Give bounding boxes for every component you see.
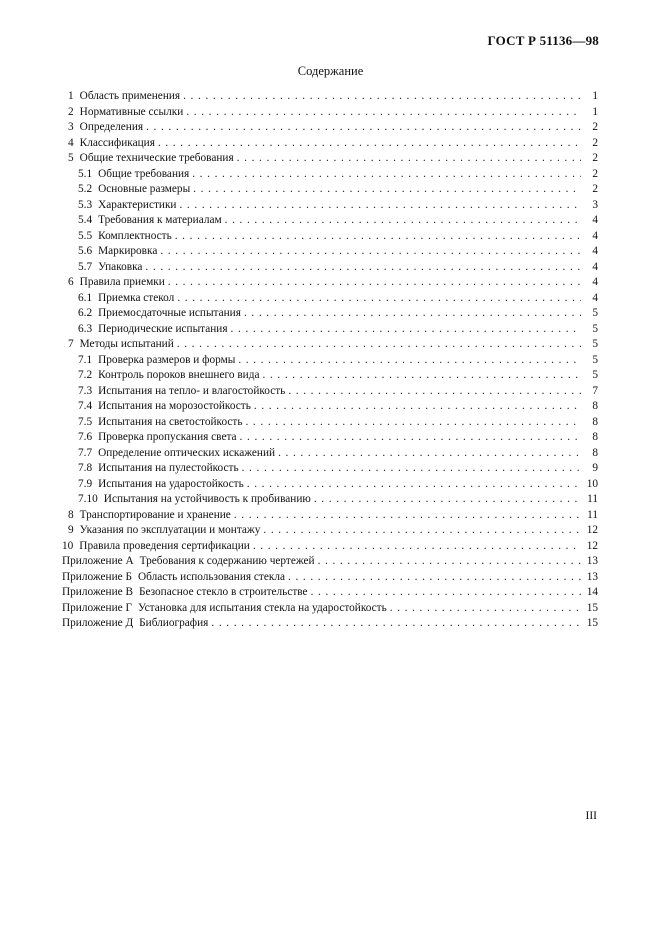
toc-entry-number: 7.4 xyxy=(78,400,93,412)
toc-entry-page: 5 xyxy=(592,338,598,350)
toc-entry-page: 4 xyxy=(592,214,598,226)
toc-entry-number: 7.10 xyxy=(78,493,98,505)
toc-entry[interactable] xyxy=(62,570,598,586)
toc-dot-leader xyxy=(192,167,581,183)
toc-entry[interactable] xyxy=(62,539,598,555)
toc-entry-page: 2 xyxy=(592,136,598,149)
toc-entry[interactable] xyxy=(62,306,598,322)
toc-dot-leader xyxy=(245,415,581,431)
table-of-contents xyxy=(62,89,598,632)
toc-entry-number: 6.2 xyxy=(78,307,93,319)
toc-entry[interactable] xyxy=(62,492,598,508)
toc-dot-leader xyxy=(146,120,581,136)
toc-entry-label: Основные размеры xyxy=(98,183,191,195)
toc-dot-leader xyxy=(179,198,581,214)
toc-entry-page: 8 xyxy=(592,415,598,428)
toc-entry-label: Испытания на устойчивость к пробиванию xyxy=(103,493,311,505)
toc-entry-number: 4 xyxy=(68,136,74,149)
toc-entry-label: Испытания на светостойкость xyxy=(98,415,243,428)
toc-entry-page: 1 xyxy=(592,105,598,118)
toc-entry-number: 5.1 xyxy=(78,167,93,180)
toc-entry[interactable] xyxy=(62,198,598,214)
toc-entry-page: 5 xyxy=(592,369,598,381)
page-number: III xyxy=(585,810,597,822)
toc-entry-label: Проверка размеров и формы xyxy=(98,353,236,366)
toc-entry[interactable] xyxy=(62,213,598,229)
toc-entry[interactable] xyxy=(62,260,598,276)
toc-entry-number: 1 xyxy=(68,90,74,102)
toc-entry-label: Контроль пороков внешнего вида xyxy=(98,369,260,381)
toc-entry-label: Испытания на морозостойкость xyxy=(98,400,251,412)
toc-entry[interactable] xyxy=(62,384,598,400)
toc-entry-label: Испытания на ударостойкость xyxy=(98,477,244,490)
toc-entry-label: Общие технические требования xyxy=(79,152,234,164)
toc-entry[interactable] xyxy=(62,616,598,632)
toc-entry[interactable] xyxy=(62,337,598,353)
toc-entry-label: Правила приемки xyxy=(79,276,165,288)
toc-entry[interactable] xyxy=(62,508,598,524)
toc-entry-label: Упаковка xyxy=(98,260,143,273)
toc-entry[interactable] xyxy=(62,89,598,105)
toc-entry-page: 4 xyxy=(592,260,598,273)
toc-entry[interactable] xyxy=(62,322,598,338)
toc-entry-page: 11 xyxy=(587,493,598,505)
toc-entry-number: 8 xyxy=(68,508,74,521)
toc-entry-label: Характеристики xyxy=(98,198,177,211)
toc-entry-page: 7 xyxy=(592,384,598,397)
toc-entry-label: Периодические испытания xyxy=(98,322,228,335)
toc-entry-number: Приложение Д xyxy=(62,617,134,629)
toc-entry-number: Приложение В xyxy=(62,586,133,598)
toc-entry-label: Приемка стекол xyxy=(98,291,175,304)
toc-dot-leader xyxy=(234,508,581,524)
toc-dot-leader xyxy=(231,322,581,338)
toc-entry-label: Определения xyxy=(79,121,144,133)
toc-entry[interactable] xyxy=(62,136,598,152)
toc-dot-leader xyxy=(254,399,581,415)
toc-entry-number: 7.2 xyxy=(78,369,93,381)
toc-entry-page: 4 xyxy=(592,229,598,242)
toc-entry-page: 5 xyxy=(592,322,598,335)
toc-dot-leader xyxy=(263,523,581,539)
toc-entry-page: 1 xyxy=(592,90,598,102)
toc-entry-label: Установка для испытания стекла на ударостойкость xyxy=(138,601,387,614)
toc-entry-number: 5.3 xyxy=(78,198,93,211)
toc-dot-leader xyxy=(240,430,581,446)
toc-entry-label: Правила проведения сертификации xyxy=(79,539,250,552)
toc-entry-number: 6 xyxy=(68,276,74,288)
toc-entry[interactable] xyxy=(62,291,598,307)
toc-dot-leader xyxy=(238,353,581,369)
toc-dot-leader xyxy=(311,585,581,601)
toc-entry[interactable] xyxy=(62,446,598,462)
toc-dot-leader xyxy=(247,477,581,493)
toc-entry-number: 7 xyxy=(68,338,74,350)
toc-entry-label: Нормативные ссылки xyxy=(79,105,184,118)
toc-entry-number: 9 xyxy=(68,524,74,536)
toc-entry-number: 10 xyxy=(62,539,74,552)
toc-entry-label: Проверка пропускания света xyxy=(98,431,237,443)
toc-dot-leader xyxy=(390,601,581,617)
toc-dot-leader xyxy=(186,105,581,121)
toc-entry[interactable] xyxy=(62,430,598,446)
toc-entry[interactable] xyxy=(62,523,598,539)
toc-title: Содержание xyxy=(297,64,364,78)
toc-entry-label: Требования к содержанию чертежей xyxy=(139,555,315,567)
toc-entry-number: Приложение Б xyxy=(62,570,132,583)
toc-entry-number: 7.9 xyxy=(78,477,93,490)
toc-entry[interactable] xyxy=(62,244,598,260)
toc-entry-number: 7.5 xyxy=(78,415,93,428)
toc-entry-label: Общие требования xyxy=(98,167,190,180)
toc-dot-leader xyxy=(145,260,581,276)
toc-entry-label: Область использования стекла xyxy=(137,570,286,583)
toc-entry-label: Указания по эксплуатации и монтажу xyxy=(79,524,261,536)
toc-entry[interactable] xyxy=(62,477,598,493)
toc-entry-page: 3 xyxy=(592,198,598,211)
toc-entry-number: 6.1 xyxy=(78,291,93,304)
toc-entry-number: 5.2 xyxy=(78,183,93,195)
toc-entry-number: 5 xyxy=(68,152,74,164)
toc-dot-leader xyxy=(225,213,581,229)
toc-entry-label: Классификация xyxy=(79,136,155,149)
toc-entry-number: 5.7 xyxy=(78,260,93,273)
toc-entry-number: 7.6 xyxy=(78,431,93,443)
toc-entry-number: 7.8 xyxy=(78,462,93,474)
toc-entry-number: 7.1 xyxy=(78,353,93,366)
toc-dot-leader xyxy=(237,151,581,167)
toc-dot-leader xyxy=(211,616,581,632)
toc-entry[interactable] xyxy=(62,601,598,617)
toc-entry-number: 2 xyxy=(68,105,74,118)
toc-entry-number: 5.6 xyxy=(78,245,93,257)
toc-entry-number: 5.4 xyxy=(78,214,93,226)
toc-entry-page: 13 xyxy=(586,570,598,583)
toc-dot-leader xyxy=(278,446,581,462)
toc-dot-leader xyxy=(244,306,581,322)
toc-dot-leader xyxy=(253,539,581,555)
toc-dot-leader xyxy=(242,461,581,477)
toc-entry-label: Транспортирование и хранение xyxy=(79,508,231,521)
toc-entry[interactable] xyxy=(62,275,598,291)
toc-entry-label: Маркировка xyxy=(98,245,158,257)
toc-entry-page: 5 xyxy=(592,307,598,319)
toc-entry-label: Комплектность xyxy=(98,229,172,242)
document-code: ГОСТ Р 51136—98 xyxy=(487,33,599,48)
toc-entry-label: Библиография xyxy=(139,617,209,629)
toc-dot-leader xyxy=(183,89,581,105)
toc-entry-page: 2 xyxy=(592,152,598,164)
toc-entry-page: 4 xyxy=(592,245,598,257)
toc-entry[interactable] xyxy=(62,399,598,415)
toc-dot-leader xyxy=(262,368,581,384)
toc-dot-leader xyxy=(193,182,581,198)
toc-dot-leader xyxy=(175,229,581,245)
toc-entry-page: 13 xyxy=(586,555,598,567)
toc-entry-label: Испытания на пулестойкость xyxy=(98,462,239,474)
toc-entry[interactable] xyxy=(62,554,598,570)
toc-entry-page: 5 xyxy=(592,353,598,366)
toc-entry-page: 4 xyxy=(592,276,598,288)
toc-entry-page: 8 xyxy=(592,431,598,443)
toc-dot-leader xyxy=(158,136,581,152)
toc-entry-label: Область применения xyxy=(79,90,181,102)
toc-entry[interactable] xyxy=(62,105,598,121)
toc-entry-page: 8 xyxy=(592,400,598,412)
toc-entry-number: Приложение А xyxy=(62,555,134,567)
toc-dot-leader xyxy=(318,554,581,570)
toc-entry-page: 2 xyxy=(592,183,598,195)
toc-entry-page: 15 xyxy=(586,617,598,629)
toc-entry-page: 2 xyxy=(592,167,598,180)
toc-entry[interactable] xyxy=(62,353,598,369)
toc-entry-page: 2 xyxy=(592,121,598,133)
toc-entry-label: Методы испытаний xyxy=(79,338,174,350)
toc-entry[interactable] xyxy=(62,182,598,198)
toc-entry-label: Испытания на тепло- и влагостойкость xyxy=(98,384,286,397)
toc-entry-page: 11 xyxy=(587,508,598,521)
toc-entry[interactable] xyxy=(62,229,598,245)
toc-entry[interactable] xyxy=(62,120,598,136)
toc-entry-number: 6.3 xyxy=(78,322,93,335)
toc-dot-leader xyxy=(314,492,581,508)
toc-entry-page: 10 xyxy=(586,477,598,490)
toc-dot-leader xyxy=(177,291,581,307)
toc-entry-page: 14 xyxy=(586,586,598,598)
toc-entry-page: 12 xyxy=(586,539,598,552)
toc-entry[interactable] xyxy=(62,461,598,477)
toc-entry-number: Приложение Г xyxy=(62,601,132,614)
toc-entry-page: 9 xyxy=(592,462,598,474)
toc-entry-label: Безопасное стекло в строительстве xyxy=(139,586,308,598)
toc-dot-leader xyxy=(168,275,581,291)
toc-entry-page: 12 xyxy=(586,524,598,536)
toc-entry-label: Приемосдаточные испытания xyxy=(98,307,241,319)
toc-entry-page: 15 xyxy=(586,601,598,614)
toc-dot-leader xyxy=(160,244,581,260)
toc-entry[interactable] xyxy=(62,151,598,167)
toc-entry[interactable] xyxy=(62,585,598,601)
toc-entry[interactable] xyxy=(62,415,598,431)
toc-entry-number: 7.7 xyxy=(78,446,93,459)
toc-dot-leader xyxy=(177,337,581,353)
toc-entry-number: 5.5 xyxy=(78,229,93,242)
toc-entry-number: 3 xyxy=(68,121,74,133)
toc-entry-page: 8 xyxy=(592,446,598,459)
toc-dot-leader xyxy=(288,570,581,586)
toc-entry-label: Определение оптических искажений xyxy=(98,446,276,459)
toc-entry-number: 7.3 xyxy=(78,384,93,397)
toc-entry-page: 4 xyxy=(592,291,598,304)
toc-entry[interactable] xyxy=(62,368,598,384)
toc-dot-leader xyxy=(288,384,581,400)
toc-entry-label: Требования к материалам xyxy=(98,214,222,226)
toc-entry[interactable] xyxy=(62,167,598,183)
